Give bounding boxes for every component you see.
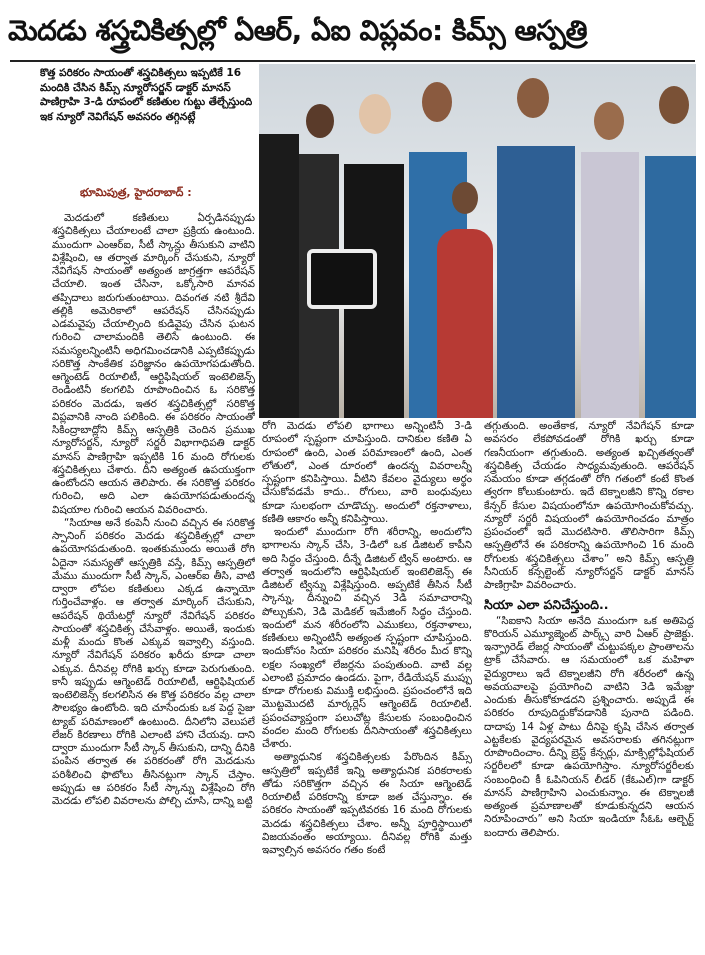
person-figure	[259, 134, 299, 418]
news-photo	[259, 64, 696, 418]
article-column-3	[484, 420, 694, 952]
article-column-2	[262, 420, 472, 952]
paragraph: తగ్గుతుంది. అంతేకాక, న్యూరో నేవిగేషన్ కూడా అవసరం లేకపోవడంతో రోగికి ఖర్చు కూడా గణనీయంగా తగ్గుతుంది. అత్యంత ఖచ్చితత్వంతో శస్త్రచికిత్స చేయడం సాధ్యమవుతుంది. ఆపరేషన్ సమయం కూడా తగ్గడంతో రోగి గతంలో కంటే కొంత త్వరగా కోలుకుంటారు. ఇదే టెక్నాలజీని కొన్ని రకాల కేన్సర్ కేసుల విషయంలోనూ ఉపయోగించుకోవచ్చు. న్యూరో సర్జరీ విషయంలో ఉపయోగించడం మాత్రం ప్రపంచంలో ఇదే మొదటిసారి. తొలిసారిగా కిమ్స్ ఆస్పత్రిలోనే ఈ పరికరాన్ని ఉపయోగించి 16 మంది రోగులకు శస్త్రచికిత్సలు చేశాం” అని కిమ్స్ ఆస్పత్రి సీనియర్ కన్సల్టెంట్ న్యూరోసర్జన్ డాక్టర్ మానస్ పాణిగ్రాహి వివరించారు.	[484, 420, 694, 591]
person-figure	[497, 146, 575, 418]
paragraph: మెదడులో కణితులు ఏర్పడినప్పుడు శస్త్రచికిత్సలు చేయాలంటే చాలా ప్రక్రియ ఉంటుంది. ముందుగా ఎంఆర్ఐ, సీటీ స్కాన్లు తీసుకుని వాటిని విశ్లేషించి, ఆ తర్వాత మార్కింగ్ చేసుకుని, న్యూరో నేవిగేషన్ సాయంతో అత్యంత జాగ్రత్తగా ఆపరేషన్ చేయాలి. ఇంత చేసినా, ఒక్కోసారి మానవ తప్పిదాలు జరుగుతుంటాయి. దివంగత నటి శ్రీదేవి తల్లికి అమెరికాలో ఆపరేషన్ చేసినప్పుడు ఎడమవైపు చేయాల్సింది కుడివైపు చేసిన ఘటన గురించి చాలామందికి తెలిసే ఉంటుంది. ఈ సమస్యలన్నింటినీ అధిగమించడానికి ఎప్పటికప్పుడు సరికొత్త సాంకేతిక పరిజ్ఞానం ఉపయోగపడుతోంది. ఆగ్మెంటెడ్ రియాలిటీ, ఆర్టిఫిషియల్ ఇంటెలిజెన్స్ రెండింటినీ కలగలిపి రూపొందించిన ఓ సరికొత్త పరికరం మెదడు, ఇతర శస్త్రచికిత్సల్లో సరికొత్త విప్లవానికి నాంది పలికింది. ఈ పరికరం సాయంతో సికింద్రాబాద్లోని కిమ్స్ ఆస్పత్రికి చెందిన ప్రముఖ న్యూరోసర్జన్, న్యూరో సర్జరీ విభాగాధిపతి డాక్టర్ మానస్ పాణిగ్రాహి ఇప్పటికి 16 మంది రోగులకు శస్త్రచికిత్సలు చేశారు. దీని అత్యంత ఉపయుక్తంగా ఉంటోందని ఆయన తెలిపారు. ఈ సరికొత్త పరికరం గురించి, అది ఎలా ఉపయోగపడుతుందన్న విషయాల గురించి ఆయన వివరించారు.	[52, 212, 255, 516]
person-figure	[581, 152, 639, 418]
person-figure	[437, 229, 493, 418]
dateline: భూమిపుత్ర, హైదరాబాద్ :	[80, 186, 192, 199]
paragraph: ఇందులో ముందుగా రోగి శరీరాన్ని, అందులోని భాగాలను స్కాన్ చేసి, 3-డిలో ఒక డిజిటల్ కాపీని అది సిద్ధం చేస్తుంది. దీన్నే డిజిటల్ ట్విన్ అంటారు. ఆ తర్వాత ఇందులోని ఆర్టిఫిషియల్ ఇంటెలిజెన్స్ ఈ డిజిటల్ ట్విన్ను విశ్లేషిస్తుంది. అప్పటికే తీసిన సీటీ స్కాన్ను, దీన్నుంచి వచ్చిన 3డి సమాచారాన్ని పోల్చుకుని, 3డి మెడికల్ ఇమేజింగ్ సిద్ధం చేస్తుంది. ఇందులో మన శరీరంలోని ఎముకలు, రక్తనాళాలు, కణితులు అన్నింటినీ అత్యంత స్పష్టంగా చూపిస్తుంది. ఇందుకోసం సియా పరికరం మనిషి శరీరం మీద కొన్ని లక్షల సంఖ్యలో లేజర్లను పంపుతుంది. వాటి వల్ల ఎలాంటి ప్రమాదం ఉండదు. పైగా, రేడియేషన్ ముప్పు కూడా రోగులకు విముక్తి లభిస్తుంది. ప్రపంచంలోనే ఇది మొట్టమొదటి మార్కర్లెస్ ఆగ్మెంటెడ్ రియాలిటీ. ప్రపంచవ్యాప్తంగా పలుచోట్ల కేసులకు సంబంధించిన వందల మంది రోగులకు దీనిసాయంతో శస్త్రచికిత్సలు చేశారు.	[262, 526, 472, 750]
person-figure	[645, 156, 696, 418]
article-column-1	[52, 212, 255, 952]
tablet-device	[307, 249, 377, 309]
headline-divider	[10, 60, 695, 62]
paragraph: “సిఐకాని సియా అనేది ముందుగా ఒక అతిపెద్ద కొరియన్ ఎమ్యూజ్మెంట్ పార్క్స్ వారి ఏఆర్ ప్రాజెక్టు. ఇన్ఫ్రారెడ్ లేజర్ల సాయంతో చుట్టుపక్కల ప్రాంతాలను ట్రాక్ చేసేవారు. ఆ సమయంలో ఒక మహిళా వైద్యురాలు ఇదే టెక్నాలజీని రోగి శరీరంలో ఉన్న అవయవాలపై ప్రయోగించి వాటిని 3డి ఇమేజ్లు ఎందుకు తీసుకోకూడదని ప్రశ్నించారు. అప్పుడే ఈ పరికరం రూపుదిద్దుకోవడానికి పునాది పడింది. దాదాపు 14 ఏళ్ల పాటు దీనిపై కృషి చేసిన తర్వాత ఎట్టకేలకు వైద్యపరమైన అవసరాలకు తగినట్లుగా రూపొందించాం. దీన్ని బ్రెస్ట్ కేన్సర్లు, మాక్సిల్లోఫేషియల్ సర్జరీలలో కూడా ఉపయోగిస్తాం. న్యూరోసర్జరీలకు సంబంధించి కీ ఓపినియన్ లీడర్ (కేఓఎల్)గా డాక్టర్ మానస్ పాణిగ్రాహిని ఎంచుకున్నాం. ఈ టెక్నాలజీ అత్యంత ప్రమాణాలతో కూడుకున్నదని ఆయన నిరూపించారు” అని సియా ఇండియా సీఓఓ ఆల్బెర్ట్ బందారు తెలిపారు.	[484, 614, 694, 839]
paragraph: రోగి మెదడు లోపలి భాగాలు అన్నింటినీ 3-డి రూపంలో స్పష్టంగా చూపిస్తుంది. దానికుల కణితి ఏ రూపంలో ఉంది, ఎంత పరిమాణంలో ఉంది, ఎంత లోతులో, ఎంత దూరంలో ఉందన్న వివరాలన్నీ స్పష్టంగా కనిపిస్తాయి. వీటిని కేవలం వైద్యులు అర్థం చేసుకోవడమే కాదు.. రోగులు, వారి బంధువులు కూడా సులభంగా చూడొచ్చు. అందులో రక్తనాళాలు, కణితి ఆకారం అన్నీ కనిపిస్తాయి.	[262, 420, 472, 525]
paragraph: అత్యాధునిక శస్త్రచికిత్సలకు పేరొందిన కిమ్స్ ఆస్పత్రిలో ఇప్పటికే ఇన్ని అత్యాధునిక పరికరాలకు తోడు సరికొత్తగా వచ్చిన ఈ సియా ఆగ్మెంటెడ్ రియాలిటీ పరికరాన్ని కూడా జత చేస్తున్నాం. ఈ పరికరం సాయంతో ఇప్పటివరకు 16 మంది రోగులకు మెదడు శస్త్రచికిత్సలు చేశాం. అన్నీ పూర్తిస్థాయిలో విజయవంతం అయ్యాయి. దీనివల్ల రోగికి మత్తు ఇవ్వాల్సిన అవసరం గతం కంటే	[262, 751, 472, 856]
headline: మెదడు శస్త్రచికిత్సల్లో ఏఆర్, ఏఐ విప్లవం: కిమ్స్ ఆస్పత్రి	[8, 14, 588, 47]
paragraph: “సియాఆ అనే కంపెనీ నుంచి వచ్చిన ఈ సరికొత్త స్పానింగ్ పరికరం మెదడు శస్త్రచికిత్సల్లో చాలా ఉపయోగపడుతుంది. ఇంతకుముందు అయితే రోగి ఏదైనా సమస్యతో ఆస్పత్రికి వస్తే, కిమ్స్ ఆస్పత్రిలో మేము ముందుగా సీటీ స్కాన్, ఎంఆర్ఐ తీసి, వాటి ద్వారా లోపల కణితులు ఎక్కడ ఉన్నాయో గుర్తించేవాళ్లం. ఆ తర్వాత మార్కింగ్ చేసుకుని, ఆపరేషన్ థియేటర్లో న్యూరో నేవిగేషన్ పరికరం సాయంతో శస్త్రచికిత్స చేసేవాళ్లం. అయితే, ఇందుకు మళ్లీ మందు కొంత ఎక్కువ ఇవ్వాల్సి వస్తుంది. న్యూరో నేవిగేషన్ పరికరం ఖరీదు కూడా చాలా ఎక్కువ. దీనివల్ల రోగికి ఖర్చు కూడా పెరుగుతుంది. కానీ ఇప్పుడు ఆగ్మెంటెడ్ రియాలిటీ, ఆర్టిఫిషియల్ ఇంటెలిజెన్స్ కలగలిసిన ఈ కొత్త పరికరం వల్ల చాలా సౌలభ్యం ఉంటోంది. ఇది చూసేందుకు ఒక పెద్ద సైజు ట్యాబ్ పరిమాణంలో ఉంటుంది. దీనిలోని వెలుపలే లేజర్ కిరణాలు రోగికి ఎలాంటి హాని చేయవు. దాని ద్వారా ముందుగా సీటీ స్కాన్ తీసుకుని, దాన్ని దీనికి పంపిన తర్వాత ఈ పరికరంతో రోగి మెదడును పరిశీలించి ఫొటోలు తీసినట్లుగా స్కాన్ చేస్తాం. అప్పుడు ఆ పరికరం సీటీ స్కాన్ను విశ్లేషించి రోగి మెదడు లోపలి వివరాలను పోల్చి చూసి, దాన్ని బట్టి	[52, 516, 255, 807]
section-subheading: సియా ఎలా పనిచేస్తుంది..	[484, 597, 609, 613]
kicker: కొత్త పరికరం సాయంతో శస్త్రచికిత్సలు ఇప్పటికే 16 మందికి చేసిన కిమ్స్ న్యూరోసర్జన్ డాక్టర్ మానస్ పాణిగ్రాహి 3-డి రూపంలో కణితుల గుట్టు తేల్చేస్తుంది ఇక న్యూరో నెవిగేషన్ అవసరం తగ్గినట్లే	[40, 67, 253, 123]
